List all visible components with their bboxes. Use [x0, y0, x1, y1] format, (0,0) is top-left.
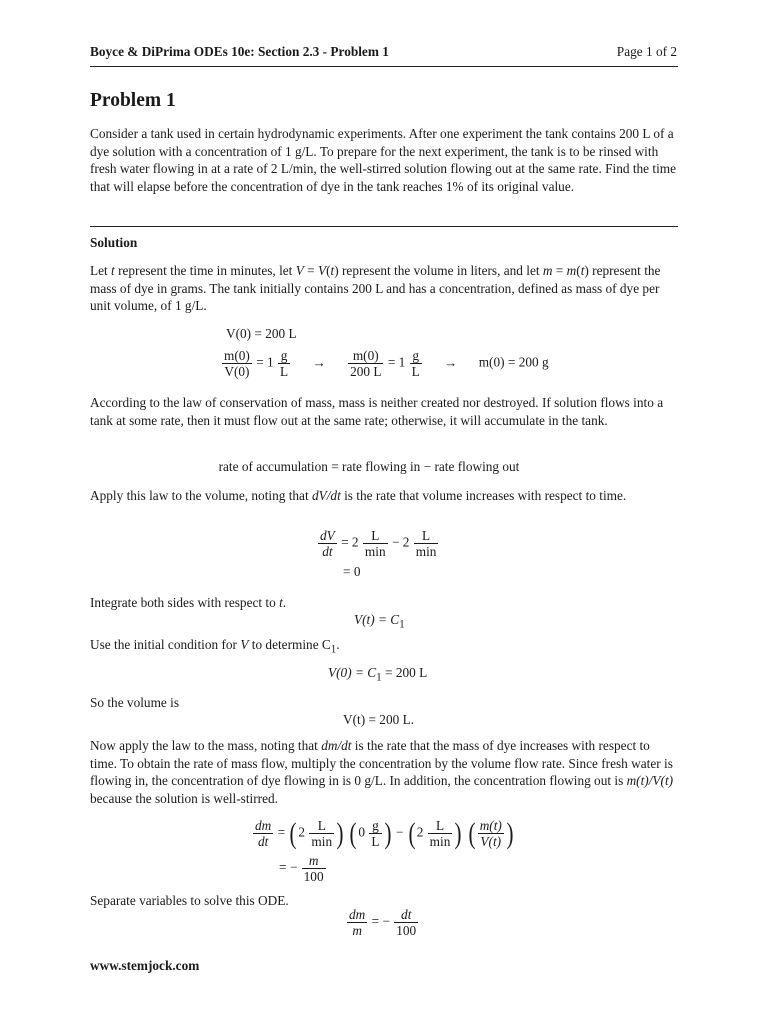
fraction: $\frac{m}{100}$ — [303, 853, 324, 884]
fraction: $\frac{m(0)}{200 L}$ — [350, 348, 382, 379]
var-dvdt: dV/dt — [311, 488, 341, 503]
text-span: − 2 — [391, 534, 410, 550]
solution-paragraph-2: According to the law of conservation of mass, mass is neither created nor destroyed. If solution flows into a tank at some rate, then it must flow out at the same rate; otherwise, it will accumulate in the tank. — [90, 395, 664, 428]
paren-open: ( — [468, 816, 476, 850]
text-span: Integrate both sides with respect to — [90, 595, 280, 610]
arrow: → — [444, 354, 458, 370]
fraction-unit: $\frac{g}{L}$ — [371, 818, 380, 849]
solution-paragraph-5: Use the initial condition for V to determine $C_1$. — [90, 637, 340, 656]
solution-paragraph-6: So the volume is — [90, 695, 180, 710]
text-span: Use the initial condition for — [90, 637, 241, 652]
solution-paragraph-3 — [90, 487, 680, 505]
text-span: = 1 — [256, 354, 274, 370]
fraction-unit: $\frac{g}{L}$ — [411, 348, 420, 379]
equation-zero: = 0 — [343, 564, 361, 579]
text-span: m(0) = 200 g — [478, 354, 549, 370]
separator-rule — [90, 226, 678, 227]
fraction: $\frac{dV}{dt}$ — [320, 528, 335, 559]
equation-concentration — [221, 348, 549, 379]
var-m: m — [542, 263, 553, 278]
equation-dmdt — [252, 818, 515, 849]
problem-statement: Consider a tank used in certain hydrodynamic experiments. After one experiment the tank contains 200 L of a dye solution with a concentration of 1 g/L. To prepare for the next experiment, the tank is to be rinsed with fresh water flowing in at a rate of 2 L/min, the well-stirred solution flowing out at the same rate. Find the time that will elapse before the concentration of dye in the tank reaches 1% of its original value. — [90, 126, 677, 194]
text-span: − — [395, 824, 404, 840]
var-dmdt: dm/dt — [321, 738, 352, 753]
fraction-unit: $\frac{g}{L}$ — [280, 348, 289, 379]
text-span: 2 — [416, 824, 424, 840]
text-span: to determine C — [248, 637, 331, 652]
var-v: V — [240, 637, 249, 652]
arrow: → — [312, 354, 326, 370]
solution-heading: Solution — [90, 235, 138, 250]
equation-separated — [346, 907, 419, 938]
text-span: is the rate that volume increases with respect to time. — [340, 488, 627, 503]
paren-close: ) — [336, 816, 344, 850]
equation-dmdt-result — [279, 853, 327, 884]
paren-close: ) — [506, 816, 514, 850]
fraction-unit: L min — [311, 818, 333, 849]
var-vt: V — [317, 263, 327, 278]
fraction-unit: L min — [429, 818, 451, 849]
text-span: = − — [279, 859, 298, 875]
equation-v0c — [328, 665, 427, 684]
conservation-law: rate of accumulation = rate flowing in − rate flowing out — [218, 459, 520, 474]
text-span: = — [277, 824, 286, 840]
equation-v0: V(0) = 200 L — [226, 326, 297, 341]
text-span: = 1 — [387, 354, 406, 370]
var-t: t — [111, 263, 115, 278]
problem-title: Problem 1 — [90, 90, 176, 111]
paren-open: ( — [408, 816, 416, 850]
subscript: 1 — [399, 618, 405, 631]
text-span: = 2 — [341, 534, 359, 550]
text-span: V(t) = C — [354, 612, 400, 627]
paren-open: ( — [349, 816, 357, 850]
text-span: 2 — [298, 824, 306, 840]
fraction: $\frac{dt}{100}$ — [396, 907, 417, 938]
solution-paragraph-1: Let t represent the time in minutes, let V = V(t) represent the volume in liters, and let m = m(t) represent the mass of dye in grams. The tank initially contains 200 L and has a concentration, defined as mass of dye per unit volume, of 1 g/L. — [90, 263, 661, 313]
text-span: V(0) = C — [328, 665, 377, 680]
var-v: V — [295, 263, 304, 278]
fraction: $\frac{dm}{dt}$ — [255, 818, 272, 849]
text-span: Let — [90, 263, 112, 278]
fraction-unit: L min — [415, 528, 437, 559]
text-span: . — [282, 595, 287, 610]
solution-paragraph-4 — [90, 594, 680, 612]
text-span: is the rate that the mass of dye increases with respect to time. To obtain the rate of mass flow, multiply the concentration by the volume flow rate. Since fresh water is flowing in, the concentration of dye flowing in is 0 g/L. In addition, the concentration flowing out is — [90, 738, 673, 788]
text-span: Apply this law to the volume, noting that — [90, 488, 312, 503]
paren-close: ) — [384, 816, 392, 850]
text-span: Now apply the law to the mass, noting that — [90, 738, 322, 753]
subscript: 1 — [330, 643, 337, 656]
text-span: 0 — [358, 824, 366, 840]
footer-website: www.stemjock.com — [90, 958, 200, 973]
text-span: represent the volume in liters, and let — [338, 263, 543, 278]
solution-paragraph-8: Separate variables to solve this ODE. — [90, 893, 289, 908]
text-span: = − — [371, 913, 390, 929]
equation-vt — [354, 612, 405, 631]
paren-open: ( — [289, 816, 297, 850]
text-span: represent the mass of dye in grams. The tank initially contains 200 L and has a concentration, defined as mass of dye per unit volume, of 1 g/L. — [90, 263, 661, 313]
page-number: Page 1 of 2 — [616, 44, 677, 59]
var-t: t — [279, 595, 283, 610]
header-title: Boyce & DiPrima ODEs 10e: Section 2.3 - Problem 1 — [90, 44, 389, 59]
equation-dvdt — [317, 528, 439, 559]
text-span: because the solution is well-stirred. — [90, 790, 278, 806]
paren-close: ) — [454, 816, 462, 850]
fraction: $\frac{m(t)}{V(t)}$ — [479, 818, 502, 849]
text-span: = 200 L — [381, 665, 428, 680]
fraction: $\frac{m(0)}{V(0)}$ — [224, 348, 250, 379]
equation-vt200: V(t) = 200 L. — [343, 712, 415, 727]
subscript: 1 — [376, 671, 382, 684]
solution-paragraph-7 — [90, 737, 680, 807]
text-span: represent the time in minutes, let — [114, 263, 296, 278]
fraction: $\frac{dm}{m}$ — [349, 907, 366, 938]
fraction-unit: L min — [364, 528, 386, 559]
header-rule — [90, 66, 678, 67]
var-ratio: m(t)/V(t) — [626, 773, 674, 788]
